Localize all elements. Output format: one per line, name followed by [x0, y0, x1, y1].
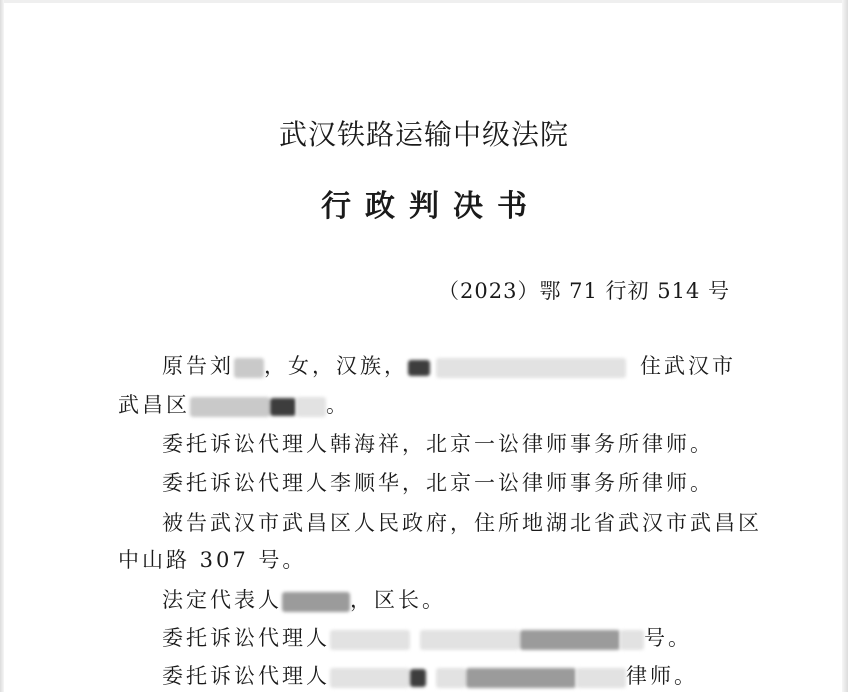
court-name: 武汉铁路运输中级法院: [278, 118, 569, 151]
plaintiff-line-1: [162, 352, 736, 380]
redacted-block: [520, 630, 620, 650]
agent-line-2: 委托诉讼代理人李顺华，北京一讼律师事务所律师。: [162, 471, 714, 495]
redacted-name: [330, 630, 410, 650]
plaintiff-label: 原告刘: [162, 354, 234, 378]
defendant-line-2: 中山路 307 号。: [118, 548, 307, 572]
agent-4-end: 律师。: [626, 664, 698, 688]
redacted-block: [576, 668, 626, 688]
document-type-title: 行政判决书: [321, 189, 541, 224]
redacted-block: [296, 397, 326, 417]
plaintiff-address-start: 住武汉市: [640, 354, 736, 378]
agent-line-1: 委托诉讼代理人韩海祥，北京一讼律师事务所律师。: [162, 432, 714, 456]
agent-3-end: 号。: [644, 626, 692, 650]
redacted-name: [330, 668, 410, 688]
redacted-block: [270, 398, 296, 416]
legal-rep-line: [162, 586, 446, 614]
agent-line-4: [162, 662, 698, 690]
plaintiff-address-district: 武昌区: [118, 393, 190, 417]
plaintiff-info: ，女，汉族，: [264, 354, 408, 378]
legal-rep-title: ，区长。: [350, 588, 446, 612]
page-right-edge: [842, 0, 848, 692]
redacted-block: [620, 630, 644, 650]
redacted-block: [436, 668, 466, 688]
redacted-block: [436, 358, 626, 378]
plaintiff-address-end: 。: [326, 393, 350, 417]
redacted-name: [282, 592, 350, 612]
redacted-block: [410, 669, 426, 687]
agent-line-3: [162, 624, 692, 652]
agent-3-label: 委托诉讼代理人: [162, 626, 330, 650]
redacted-block: [420, 630, 520, 650]
redacted-name: [234, 358, 264, 378]
case-number: （2023）鄂 71 行初 514 号: [438, 279, 730, 303]
agent-4-label: 委托诉讼代理人: [162, 664, 330, 688]
plaintiff-line-2: [118, 391, 350, 419]
redacted-address: [190, 397, 270, 417]
redacted-block: [466, 668, 576, 688]
defendant-line-1: 被告武汉市武昌区人民政府，住所地湖北省武汉市武昌区: [162, 511, 762, 535]
page-left-edge: [0, 0, 4, 692]
redacted-block: [408, 360, 430, 376]
legal-rep-label: 法定代表人: [162, 588, 282, 612]
